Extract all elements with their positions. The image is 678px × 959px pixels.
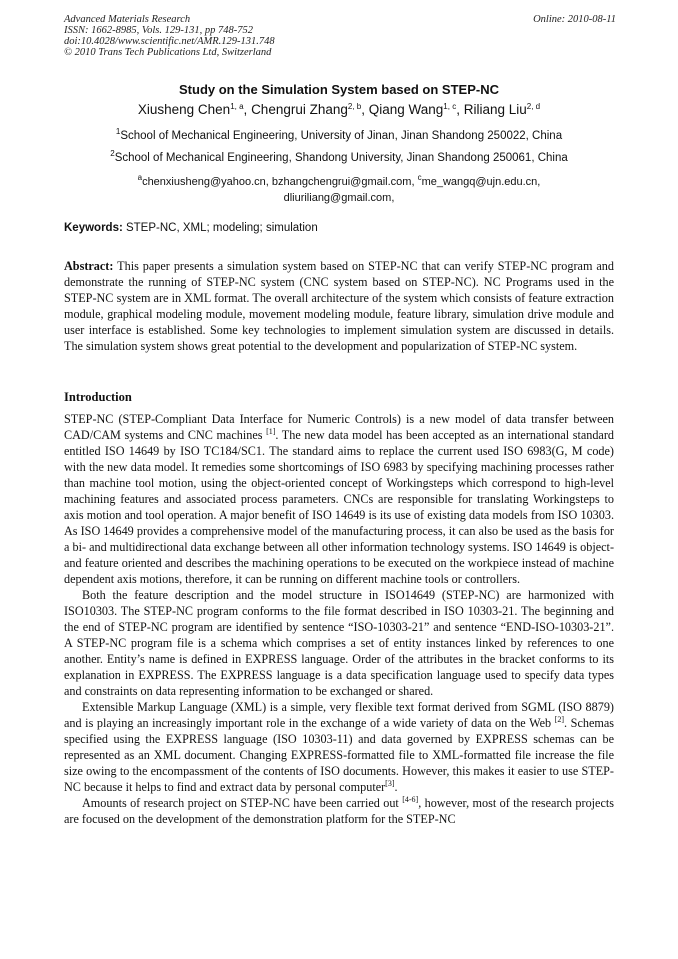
email-mark: a	[137, 173, 143, 182]
affiliation-mark: 2	[110, 149, 115, 158]
journal-header	[64, 14, 616, 58]
section-heading-introduction: Introduction	[64, 390, 132, 404]
keywords-text: STEP-NC, XML; modeling; simulation	[122, 222, 318, 234]
journal-issn: ISSN: 1662-8985, Vols. 129-131, pp 748-752	[64, 25, 253, 36]
paragraph-text: STEP-NC (STEP-Compliant Data Interface for Numeric Controls) is a new model of data transfer between CAD/CAM systems and CNC machines	[64, 412, 614, 442]
affiliation-text: School of Mechanical Engineering, Shandong University, Jinan Shandong 250061, China	[114, 152, 568, 164]
keywords-label: Keywords:	[64, 222, 123, 234]
author-name: Qiang Wang	[368, 102, 444, 117]
paper-title: Study on the Simulation System based on STEP-NC	[179, 82, 499, 97]
author-name: Riliang Liu	[463, 102, 527, 117]
paragraph-text: . Schemas specified using the EXPRESS language (ISO 10303-11) and data governed by EXPRESS schemas can be represented as an XML document. Changing EXPRESS-formatted file to XML-formatted file increase the file size owing to the encompassment of the contents of ISO documents. However, this makes it easier to use STEP-NC because it helps to find and extract data by personal computer	[64, 716, 614, 794]
email-text: me_wangq@ujn.edu.cn,	[421, 176, 541, 188]
email-mark: c	[417, 173, 422, 182]
paragraph-text: Extensible Markup Language (XML) is a simple, very flexible text format derived from SGML (ISO 8879) and is playing an increasingly important role in the exchange of a wide variety of data on the Web	[64, 700, 614, 730]
paragraph-text: , however, most of the research projects are focused on the development of the demonstration platform for the STEP-NC	[64, 796, 614, 826]
affiliation-1	[0, 127, 678, 142]
paragraph-3	[64, 699, 614, 795]
email-line-2: dliuriliang@gmail.com,	[283, 192, 395, 204]
online-date: Online: 2010-08-11	[533, 14, 616, 25]
author-affiliation-mark: 1, c	[443, 102, 457, 111]
abstract-text: This paper presents a simulation system based on STEP-NC that can verify STEP-NC program and demonstrate the running of STEP-NC system (CNC system based on STEP-NC). NC Programs used in the STEP-NC system are in XML format. The overall architecture of the system which consists of feature extraction module, graphical modeling module, movement modeling module, feature library, simulation drive module and user interface is established. Some key technologies to implement simulation system are discussed in details. The simulation system shows great potential to the development and popularization of STEP-NC system.	[64, 259, 614, 353]
paragraph-2: Both the feature description and the model structure in ISO14649 (STEP-NC) are harmonized with ISO10303. The STEP-NC program conforms to the file format described in ISO 10303-21. The beginning and the end of STEP-NC program are identified by sentence “ISO-10303-21” and sentence “END-ISO-10303-21”. A STEP-NC program file is a schema which comprises a set of entity instances linked by references to one another. Entity’s name is defined in EXPRESS language. Order of the attributes in the bracket conforms to its explanation in EXPRESS. The EXPRESS language is a data specification language used to specify data types and constraints on data representing information to be exchanged or shared.	[64, 588, 614, 698]
citation: [1]	[266, 427, 276, 436]
affiliation-2	[0, 149, 678, 164]
author-emails	[0, 174, 678, 206]
journal-name: Advanced Materials Research	[64, 14, 191, 25]
paragraph-text: .	[394, 780, 398, 794]
email-line-1	[0, 174, 678, 190]
author-affiliation-mark: 1, a	[230, 102, 244, 111]
paragraph-text: Amounts of research project on STEP-NC have been carried out	[82, 796, 403, 810]
citation: [4-6]	[402, 795, 419, 804]
abstract-label: Abstract:	[64, 259, 114, 273]
author-list: Xiusheng Chen$^{1, a}$, Chengrui Zhang$^{2, b}$, Qiang Wang$^{1, c}$, Riliang Liu$^{2, d}$	[137, 102, 541, 117]
journal-doi: doi:10.4028/www.scientific.net/AMR.129-131.748	[64, 36, 275, 47]
email-text: chenxiusheng@yahoo.cn, bzhangchengrui@gmail.com,	[142, 176, 418, 188]
keywords	[64, 222, 318, 234]
journal-copyright: © 2010 Trans Tech Publications Ltd, Switzerland	[64, 47, 272, 58]
citation: [3]	[385, 779, 395, 788]
affiliation-text: School of Mechanical Engineering, University of Jinan, Jinan Shandong 250022, China	[120, 130, 563, 142]
citation: [2]	[554, 715, 565, 724]
author-affiliation-mark: 2, d	[526, 102, 541, 111]
abstract	[64, 258, 614, 354]
paragraph-4	[64, 795, 614, 827]
paragraph-1	[64, 411, 614, 587]
introduction-body	[64, 411, 614, 827]
author-affiliation-mark: 2, b	[347, 102, 362, 111]
affiliation-mark: 1	[115, 127, 121, 136]
abstract-paragraph	[64, 258, 614, 354]
author-name: Chengrui Zhang	[251, 102, 348, 117]
author-name: Xiusheng Chen	[137, 102, 231, 117]
paragraph-text: . The new data model has been accepted as an international standard entitled ISO 14649 by ISO TC184/SC1. The standard aims to replace the current used ISO 6983(G, M code) with the new data model. It remedies some shortcomings of ISO 6983 by specifying machining processes rather than machine tool motion, using the object-oriented concept of Workingsteps which correspond to high-level machining features and associated process parameters. CNCs are responsible for translating Workingsteps to axis motion and tool operation. A major benefit of ISO 14649 is its use of existing data models from ISO 10303. As ISO 14649 provides a comprehensive model of the manufacturing process, it can also be used as the basis for a bi- and multidirectional data exchange between all other information technology systems. ISO 14649 is object- and feature oriented and describes the machining operations to be executed on the workpiece instead of machine dependent axis motions, therefore, it can be running on different machine tools or controllers.	[64, 428, 614, 586]
